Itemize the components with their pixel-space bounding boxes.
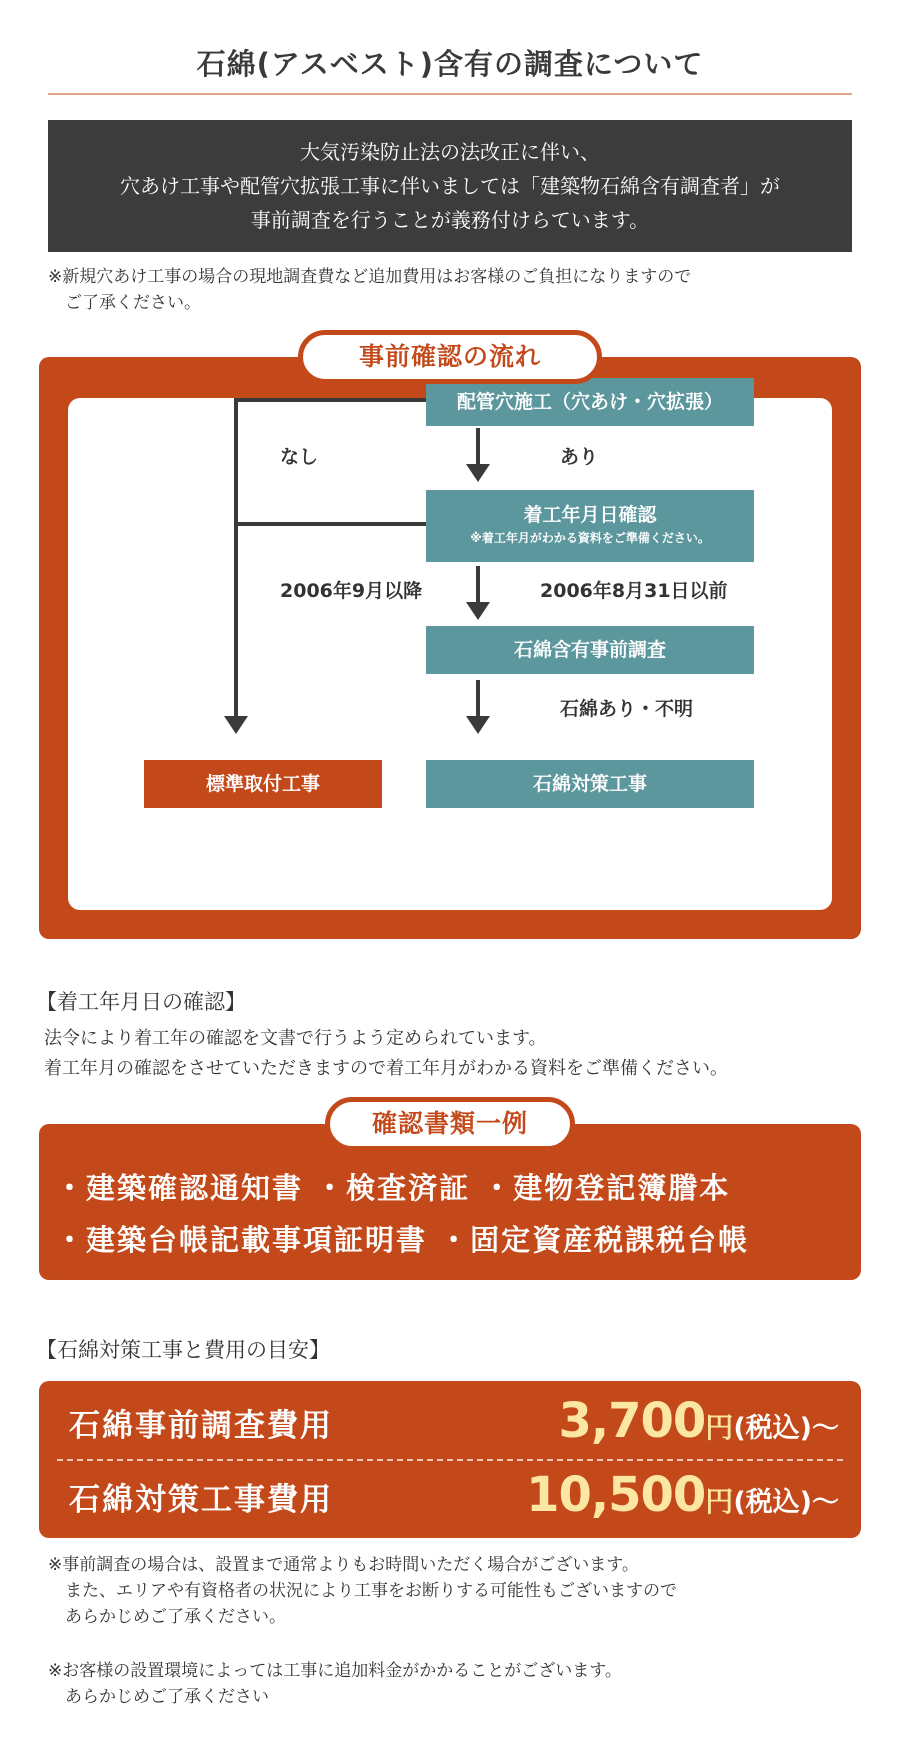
arrow-down-icon — [466, 602, 490, 620]
flow-box-label: 着工年月日確認 — [523, 504, 657, 526]
law-notice-box — [48, 120, 852, 252]
cost-price-yen: 円 — [705, 1485, 734, 1518]
flow-box-label: 石綿対策工事 — [532, 773, 647, 795]
cost-price-tax: (税込)～ — [733, 1413, 839, 1444]
cost-price — [558, 1393, 839, 1449]
flow-box-label: 配管穴施工（穴あけ・穴拡張） — [456, 391, 723, 413]
note-line: ※お客様の設置環境によっては工事に追加料金がかかることがございます。 — [48, 1661, 622, 1681]
notice-line: 事前調査を行うことが義務付けらています。 — [250, 208, 650, 232]
cost-name: 石綿対策工事費用 — [69, 1482, 333, 1518]
flow-box-sublabel: ※着工年月がわかる資料をご準備ください。 — [470, 531, 710, 545]
notice-line: 穴あけ工事や配管穴拡張工事に伴いましては「建築物石綿含有調査者」が — [120, 174, 780, 198]
note-line: ご了承ください。 — [48, 293, 201, 313]
cost-name: 石綿事前調査費用 — [69, 1408, 333, 1444]
flow-panel-label: 事前確認の流れ — [298, 330, 602, 384]
flow-box-label: 標準取付工事 — [205, 773, 320, 795]
document-examples-line: ・建築確認通知書 ・検査済証 ・建物登記簿謄本 — [55, 1171, 731, 1205]
flow-label-asbestos-present: 石綿あり・不明 — [560, 698, 694, 720]
flow-box-start-date — [426, 490, 754, 562]
arrow-down-icon — [224, 716, 248, 734]
flow-chart — [68, 391, 832, 910]
flow-line-left-trunk — [234, 398, 238, 720]
cost-price-yen: 円 — [705, 1411, 734, 1444]
flow-line-arrow2 — [476, 566, 480, 604]
flow-label-none: なし — [280, 446, 319, 468]
note-line: あらかじめご了承ください — [48, 1687, 269, 1707]
note-line: ※事前調査の場合は、設置まで通常よりもお時間いただく場合がございます。 — [48, 1555, 639, 1575]
cost-price-value: 3,700 — [558, 1393, 706, 1449]
survey-time-note — [48, 1552, 677, 1630]
date-section-body — [44, 1024, 728, 1084]
notice-line: 大気汚染防止法の法改正に伴い、 — [300, 140, 600, 164]
flow-box-survey — [426, 626, 754, 674]
date-section-line: 着工年月の確認をさせていただきますので着工年月がわかる資料をご準備ください。 — [44, 1058, 728, 1079]
flow-label-before-2006: 2006年8月31日以前 — [540, 580, 728, 602]
note-line: あらかじめご了承ください。 — [48, 1607, 286, 1627]
flow-box-label: 石綿含有事前調査 — [513, 639, 666, 661]
date-section-heading: 【着工年月日の確認】 — [36, 990, 246, 1014]
cost-row-survey — [69, 1387, 839, 1457]
cost-box — [39, 1381, 861, 1538]
cost-price — [526, 1467, 839, 1523]
page-title: 石綿(アスベスト)含有の調査について — [196, 47, 704, 81]
flow-box-asbestos-measures — [426, 760, 754, 808]
flow-line-arrow3 — [476, 680, 480, 718]
date-section-line: 法令により着工年の確認を文書で行うよう定められています。 — [44, 1028, 547, 1049]
arrow-down-icon — [466, 716, 490, 734]
cost-row-measures — [69, 1461, 839, 1531]
additional-cost-note — [48, 264, 858, 316]
cost-price-tax: (税込)～ — [733, 1487, 839, 1518]
flow-label-yes: あり — [560, 446, 599, 468]
cost-section-heading: 【石綿対策工事と費用の目安】 — [36, 1338, 330, 1362]
extra-fee-note — [48, 1658, 622, 1710]
flow-box-pipe-work — [426, 378, 754, 426]
arrow-down-icon — [466, 464, 490, 482]
title-divider — [48, 93, 852, 95]
note-line: ※新規穴あけ工事の場合の現地調査費など追加費用はお客様のご負担になりますので — [48, 267, 692, 287]
flow-label-after-2006: 2006年9月以降 — [280, 580, 423, 602]
document-examples-line: ・建築台帳記載事項証明書 ・固定資産税課税台帳 — [55, 1223, 750, 1257]
flow-box-standard-install — [144, 760, 382, 808]
note-line: また、エリアや有資格者の状況により工事をお断りする可能性もございますので — [48, 1581, 677, 1601]
document-examples-label: 確認書類一例 — [325, 1097, 575, 1151]
flow-line-arrow1 — [476, 428, 480, 466]
cost-price-value: 10,500 — [526, 1467, 706, 1523]
